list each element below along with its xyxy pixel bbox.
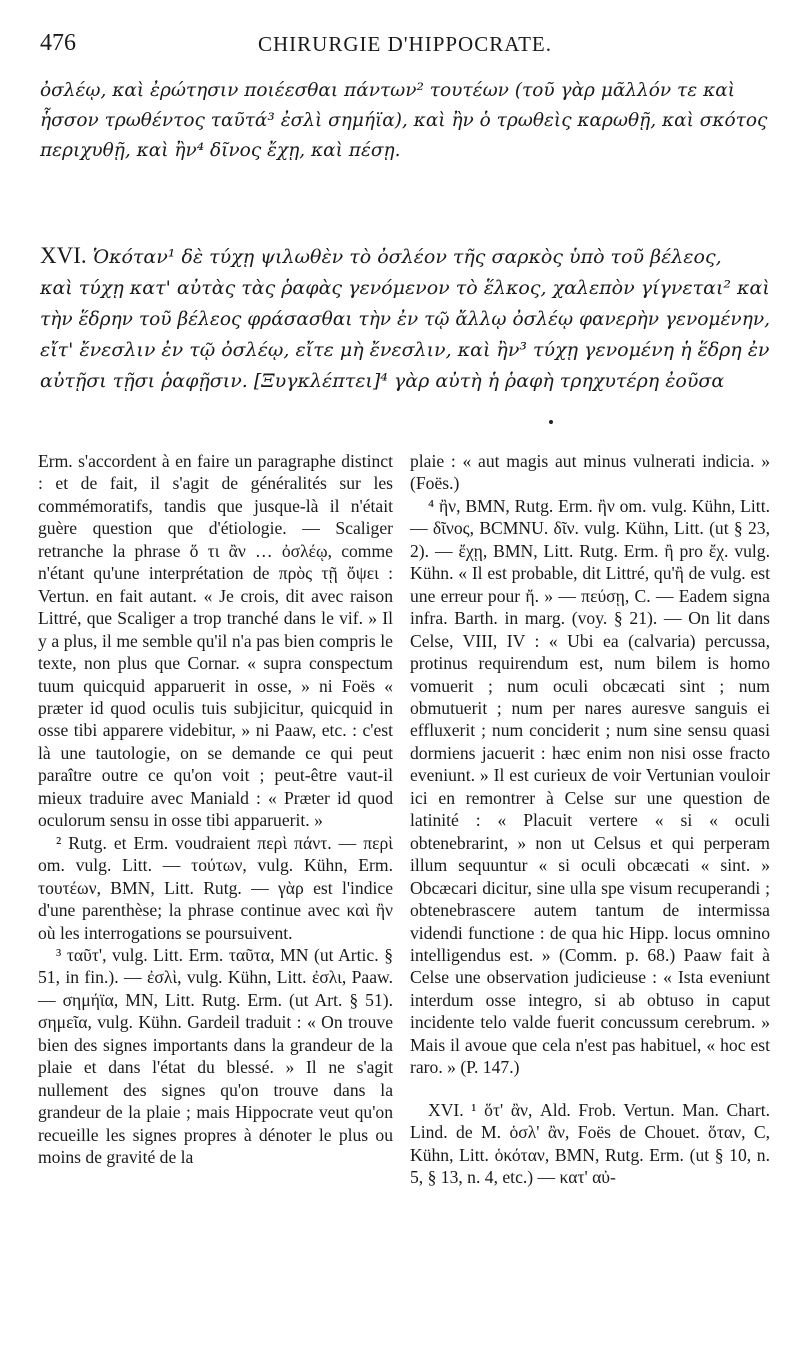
footnotes-right-column bbox=[410, 450, 770, 1189]
footnote-continuation: plaie : « aut magis aut minus vulnerati indicia. » (Foës.) bbox=[410, 451, 770, 494]
footnote-3: ³ ταῦτ', vulg. Litt. Erm. ταῦτα, MN (ut Artic. § 51, in fin.). — ἐσλὶ, vulg. Kühn, Litt. ἐσλι, Paaw. — σημήϊα, MN, Litt. Rutg. Erm. (ut Art. § 51). σημεῖα, vulg. Kühn. Gardeil traduit : « On trouve bien des signes importants dans la grandeur de la plaie et dans l'état du blessé. » Il ne s'agit nullement des signes qu'on trouve dans la grandeur de la plaie ; mais Hippocrate veut qu'on recueille les signes propres à dénoter le plus ou moins de gravité de la bbox=[38, 944, 393, 1168]
footnote-2: ² Rutg. et Erm. voudraient περὶ πάντ. — περὶ om. vulg. Litt. — τούτων, vulg. Kühn, Erm. τουτέων, BMN, Litt. Rutg. — γὰρ est l'indice d'une parenthèse; la phrase continue avec καὶ ἢν où les interrogations se poursuivent. bbox=[38, 832, 393, 943]
running-title: CHIRURGIE D'HIPPOCRATE. bbox=[258, 32, 552, 56]
greek-line-text: Ὁκόταν¹ δὲ τύχῃ ψιλωθὲν τὸ ὀσλέον τῆς σαρκὸς ὑπὸ τοῦ βέλεος, bbox=[92, 246, 722, 268]
greek-line: τὴν ἕδρην τοῦ βέλεος φράσασθαι τὴν ἐν τῷ ἄλλῳ ὀσλέῳ φανερὴν γενομένην, bbox=[40, 308, 770, 330]
greek-line: αὐτῇσι τῇσι ῥαφῇσιν. [Ξυγκλέπτει]⁴ γὰρ αὐτὴ ἡ ῥαφὴ τρηχυτέρη ἐοῦσα bbox=[40, 370, 725, 392]
greek-line: ἧσσον τρωθέντος ταῦτά³ ἐσλὶ σημήϊα), καὶ ἢν ὁ τρωθεὶς καρωθῇ, καὶ σκότος bbox=[40, 110, 768, 131]
section-number: XVI. bbox=[40, 243, 87, 268]
footnotes-left-column bbox=[38, 450, 393, 1169]
separator-dot bbox=[549, 420, 553, 424]
greek-line bbox=[40, 240, 770, 273]
greek-line: περιχυθῇ, καὶ ἢν⁴ δῖνος ἔχῃ, καὶ πέσῃ. bbox=[40, 140, 401, 161]
greek-line: καὶ τύχῃ κατ' αὐτὰς τὰς ῥαφὰς γενόμενον τὸ ἕλκος, χαλεπὸν γίγνεται² καὶ bbox=[40, 277, 770, 299]
greek-line: ὀσλέῳ, καὶ ἐρώτησιν ποιέεσθαι πάντων² τουτέων (τοῦ γὰρ μᾶλλόν τε καὶ bbox=[40, 80, 735, 101]
greek-line: εἴτ' ἔνεσλιν ἐν τῷ ὀσλέῳ, εἴτε μὴ ἔνεσλιν, καὶ ἢν³ τύχῃ γενομένη ἡ ἕδρη ἐν bbox=[40, 339, 770, 361]
footnote-xvi-1: XVI. ¹ ὅτ' ἂν, Ald. Frob. Vertun. Man. Chart. Lind. de M. ὁσλ' ἂν, Foës de Chouet. ὅταν, C, Kühn, Litt. ὁκόταν, BMN, Rutg. Erm. (ut § 10, n. 5, § 13, n. 4, etc.) — κατ' αὐ- bbox=[410, 1099, 770, 1188]
greek-text-block-1 bbox=[40, 76, 770, 166]
page-number: 476 bbox=[40, 30, 76, 56]
footnote-paragraph: Erm. s'accordent à en faire un paragraphe distinct : et de fait, il s'agit de généralités sur les commémoratifs, tandis que jusque-là il n'était guère question que d'étiologie. — Scaliger retranche la phrase ὅ τι ἂν … ὀσλέῳ, comme n'étant qu'une interprétation de πρὸς τῇ ὄψει : Vertun. en fait autant. « Je crois, dit avec raison Littré, que Scaliger a trop tranché dans le vif. » Il y a plus, il me semble qu'il n'a pas bien compris le texte, non plus que Cornar. « supra conspectum tuum quicquid apparuerit in osse, » ni Foës « præter id quod oculis tuis subjicitur, quicquid in osse tibi apparere videbitur, » ni Paaw, etc. : c'est là une tautologie, on se demande ce qui peut paraître outre ce qu'on voit ; peut-être vaut-il mieux traduire avec Maniald : « Præter id quod oculorum sensu in osse tibi apparuerit. » bbox=[38, 451, 393, 831]
greek-text-block-2 bbox=[40, 240, 770, 397]
page-header bbox=[40, 30, 770, 62]
footnote-4: ⁴ ἢν, BMN, Rutg. Erm. ἢν om. vulg. Kühn, Litt. — δῖνος, BCMNU. δῖν. vulg. Kühn, Litt. (ut § 23, 2). — ἔχῃ, BMN, Litt. Rutg. Erm. ἢ pro ἔχ. vulg. Kühn. « Il est probable, dit Littré, qu'ἢ de vulg. est une erreur pour ἤ. » — πεύσῃ, C. — Eadem signa infra. Barth. in marg. (voy. § 21). — On lit dans Celse, VIII, IV : « Ubi ea (calvaria) percussa, protinus requirendum est, num bilem is homo vomuerit ; num oculi obcæcati sint ; num obmutuerit ; num per nares auresve sanguis ei effluxerit ; num conciderit ; num sine sensu quasi dormiens jacuerit : hæc enim non nisi osse fracto eveniunt. » Il est curieux de voir Vertunian vouloir ici en remontrer à Celse sur une question de latinité : « Placuit vertere « si « oculi obtenebrarint, » non ut Celsus et qui perperam illum sequuntur « si oculi obcæcati « sint. » Obcæcari dicitur, sine ulla spe visum recuperandi ; obtenebrascere autem tantum de intermissa videndi functione : de qua hic Hipp. locus omnino intelligendus est. » (Comm. p. 68.) Paaw fait à Celse une observation judicieuse : « Ista eveniunt interdum osse integro, si ab obtuso in caput incidente telo valde fuerit concussum cerebrum. » Mais il avoue que cela n'est pas habituel, « hoc est raro. » (P. 147.) bbox=[410, 495, 770, 1078]
